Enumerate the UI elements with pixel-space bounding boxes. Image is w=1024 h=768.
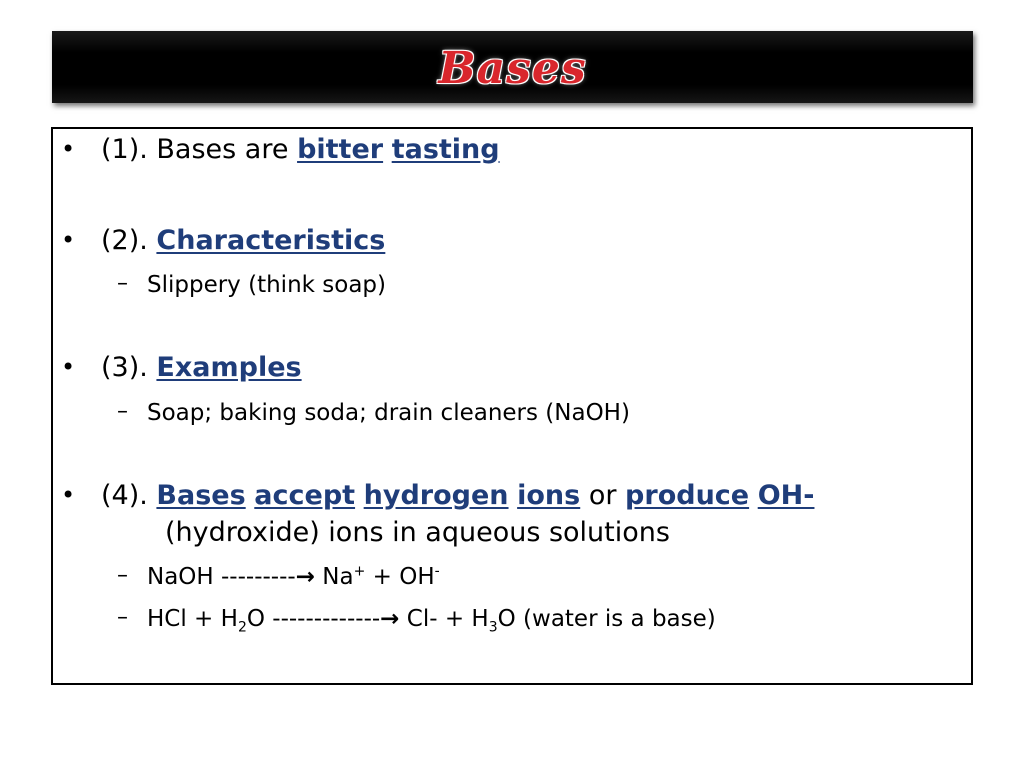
item-3-prefix: (3). — [101, 352, 157, 383]
subscript-3: 3 — [488, 619, 498, 636]
dash-3: – — [117, 399, 128, 424]
equation-2-part-d: O (water is a base) — [497, 606, 716, 632]
item-3 — [101, 351, 302, 385]
item-1-prefix: (1). Bases are — [101, 134, 298, 165]
bullet-3: • — [61, 353, 76, 381]
dash-2: – — [117, 271, 128, 296]
keyword-ions: ions — [517, 480, 581, 511]
dash-4b: – — [117, 605, 128, 630]
keyword-bases: Bases — [156, 480, 246, 511]
item-4-or: or — [588, 480, 617, 511]
keyword-tasting: tasting — [391, 134, 500, 165]
slide-title: Bases — [438, 42, 587, 94]
arrow-icon: → — [295, 564, 315, 590]
keyword-hydrogen: hydrogen — [363, 480, 509, 511]
item-2 — [101, 224, 385, 258]
equation-1-part-c: + OH — [365, 564, 435, 590]
keyword-examples: Examples — [156, 352, 302, 383]
superscript-minus: - — [434, 563, 440, 580]
item-1 — [101, 133, 500, 167]
bullet-1: • — [61, 135, 76, 163]
keyword-characteristics: Characteristics — [156, 225, 386, 256]
item-4 — [101, 479, 814, 513]
item-2-prefix: (2). — [101, 225, 157, 256]
content-box — [51, 127, 973, 685]
title-bar — [52, 31, 973, 103]
superscript-plus: + — [353, 563, 366, 580]
equation-2-part-a: HCl + H — [147, 606, 238, 632]
equation-hcl — [147, 604, 716, 634]
item-4-prefix: (4). — [101, 480, 157, 511]
equation-1-part-a: NaOH --------- — [147, 564, 296, 590]
equation-2-part-b: O ------------- — [246, 606, 381, 632]
keyword-produce: produce — [625, 480, 750, 511]
equation-naoh — [147, 562, 440, 592]
subscript-2: 2 — [237, 619, 247, 636]
bullet-4: • — [61, 481, 76, 509]
item-3-sub: Soap; baking soda; drain cleaners (NaOH) — [147, 400, 630, 426]
bullet-2: • — [61, 226, 76, 254]
dash-4a: – — [117, 563, 128, 588]
keyword-bitter: bitter — [297, 134, 384, 165]
equation-1-part-b: Na — [314, 564, 354, 590]
item-2-sub: Slippery (think soap) — [147, 272, 386, 298]
item-4-line2: (hydroxide) ions in aqueous solutions — [165, 517, 670, 548]
equation-2-part-c: Cl- + H — [399, 606, 489, 632]
arrow-icon: → — [380, 606, 400, 632]
keyword-accept: accept — [254, 480, 356, 511]
keyword-oh: OH- — [757, 480, 815, 511]
